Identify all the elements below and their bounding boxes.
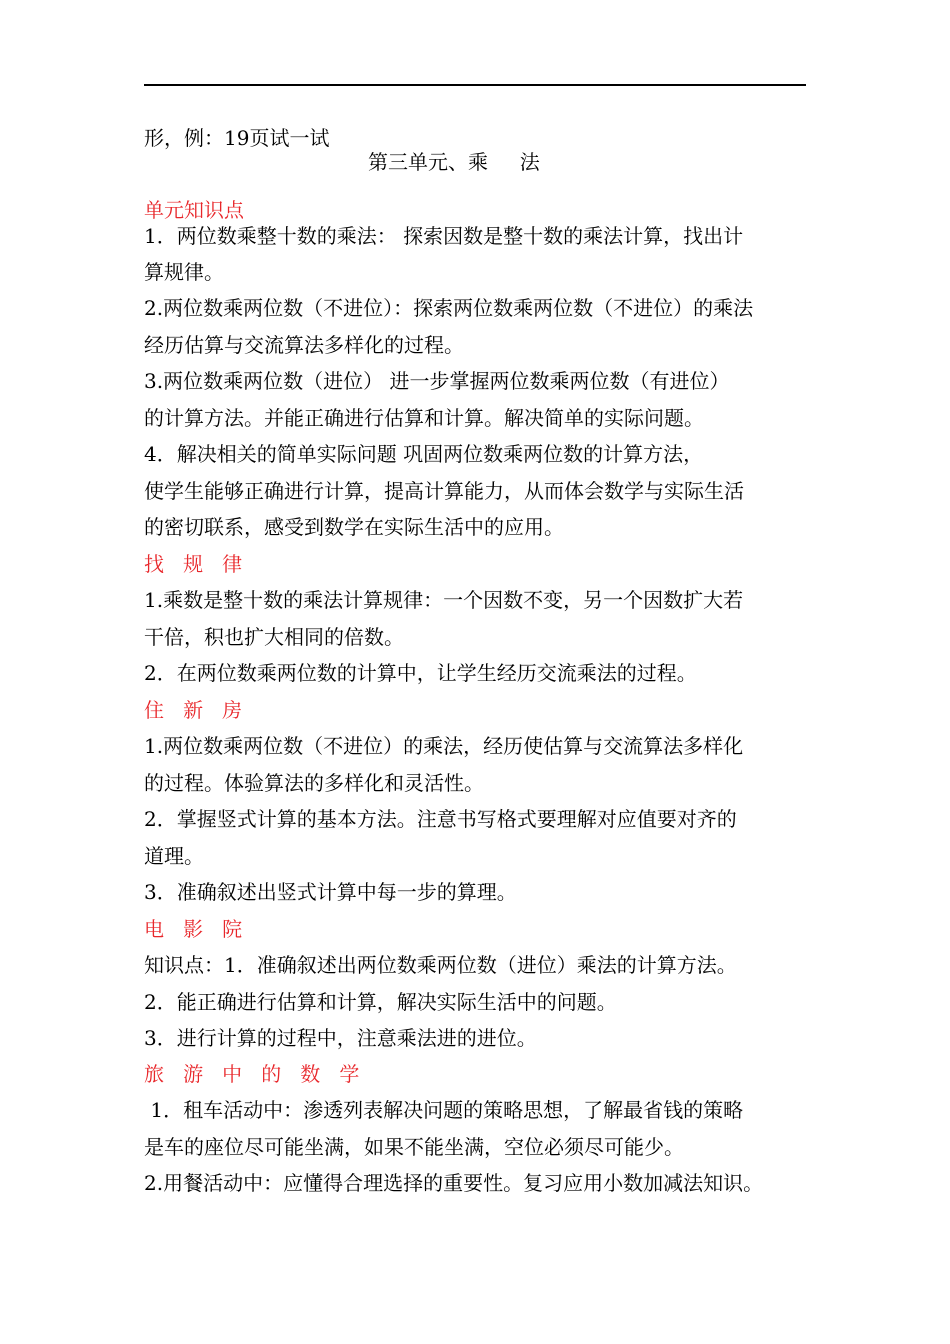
header-rule bbox=[144, 84, 806, 86]
paragraph-line: 2．能正确进行估算和计算，解决实际生活中的问题。 bbox=[144, 990, 617, 1014]
paragraph-line: 3．进行计算的过程中，注意乘法进的进位。 bbox=[144, 1026, 537, 1050]
paragraph-line: 是车的座位尽可能坐满，如果不能坐满，空位必须尽可能少。 bbox=[144, 1135, 684, 1159]
paragraph-line: 干倍，积也扩大相同的倍数。 bbox=[144, 625, 404, 649]
paragraph-line: 2．掌握竖式计算的基本方法。注意书写格式要理解对应值要对齐的 bbox=[144, 807, 737, 831]
paragraph-line: 知识点：1．准确叙述出两位数乘两位数（进位）乘法的计算方法。 bbox=[144, 953, 737, 977]
section-heading-find-rule: 找 规 律 bbox=[144, 552, 243, 576]
paragraph-line: 经历估算与交流算法多样化的过程。 bbox=[144, 333, 464, 357]
intro-text: 形，例：19页试一试 bbox=[144, 126, 330, 150]
paragraph-line: 道理。 bbox=[144, 844, 204, 868]
paragraph-line: 3．准确叙述出竖式计算中每一步的算理。 bbox=[144, 880, 517, 904]
section-heading-cinema: 电 影 院 bbox=[144, 917, 243, 941]
paragraph-line: 1.两位数乘两位数（不进位）的乘法，经历使估算与交流算法多样化 bbox=[144, 734, 744, 758]
section-heading-travel-math: 旅 游 中 的 数 学 bbox=[144, 1062, 360, 1086]
unit-title: 第三单元、乘 法 bbox=[368, 150, 540, 174]
paragraph-line: 2.两位数乘两位数（不进位）：探索两位数乘两位数（不进位）的乘法 bbox=[144, 296, 754, 320]
paragraph-line: 算规律。 bbox=[144, 260, 224, 284]
paragraph-line: 3.两位数乘两位数（进位） 进一步掌握两位数乘两位数（有进位） bbox=[144, 369, 730, 393]
paragraph-line: 2.用餐活动中：应懂得合理选择的重要性。复习应用小数加减法知识。 bbox=[144, 1171, 764, 1195]
paragraph-line: 1．租车活动中：渗透列表解决问题的策略思想，了解最省钱的策略 bbox=[144, 1098, 744, 1122]
section-heading-new-house: 住 新 房 bbox=[144, 698, 243, 722]
paragraph-line: 的过程。体验算法的多样化和灵活性。 bbox=[144, 771, 484, 795]
paragraph-line: 4．解决相关的简单实际问题 巩固两位数乘两位数的计算方法， bbox=[144, 442, 704, 466]
paragraph-line: 2．在两位数乘两位数的计算中，让学生经历交流乘法的过程。 bbox=[144, 661, 697, 685]
paragraph-line: 的计算方法。并能正确进行估算和计算。解决简单的实际问题。 bbox=[144, 406, 704, 430]
paragraph-line: 的密切联系，感受到数学在实际生活中的应用。 bbox=[144, 515, 564, 539]
paragraph-line: 1．两位数乘整十数的乘法： 探索因数是整十数的乘法计算，找出计 bbox=[144, 224, 744, 248]
paragraph-line: 1.乘数是整十数的乘法计算规律：一个因数不变，另一个因数扩大若 bbox=[144, 588, 744, 612]
section-heading-unit-points: 单元知识点 bbox=[144, 198, 244, 222]
paragraph-line: 使学生能够正确进行计算，提高计算能力，从而体会数学与实际生活 bbox=[144, 479, 744, 503]
